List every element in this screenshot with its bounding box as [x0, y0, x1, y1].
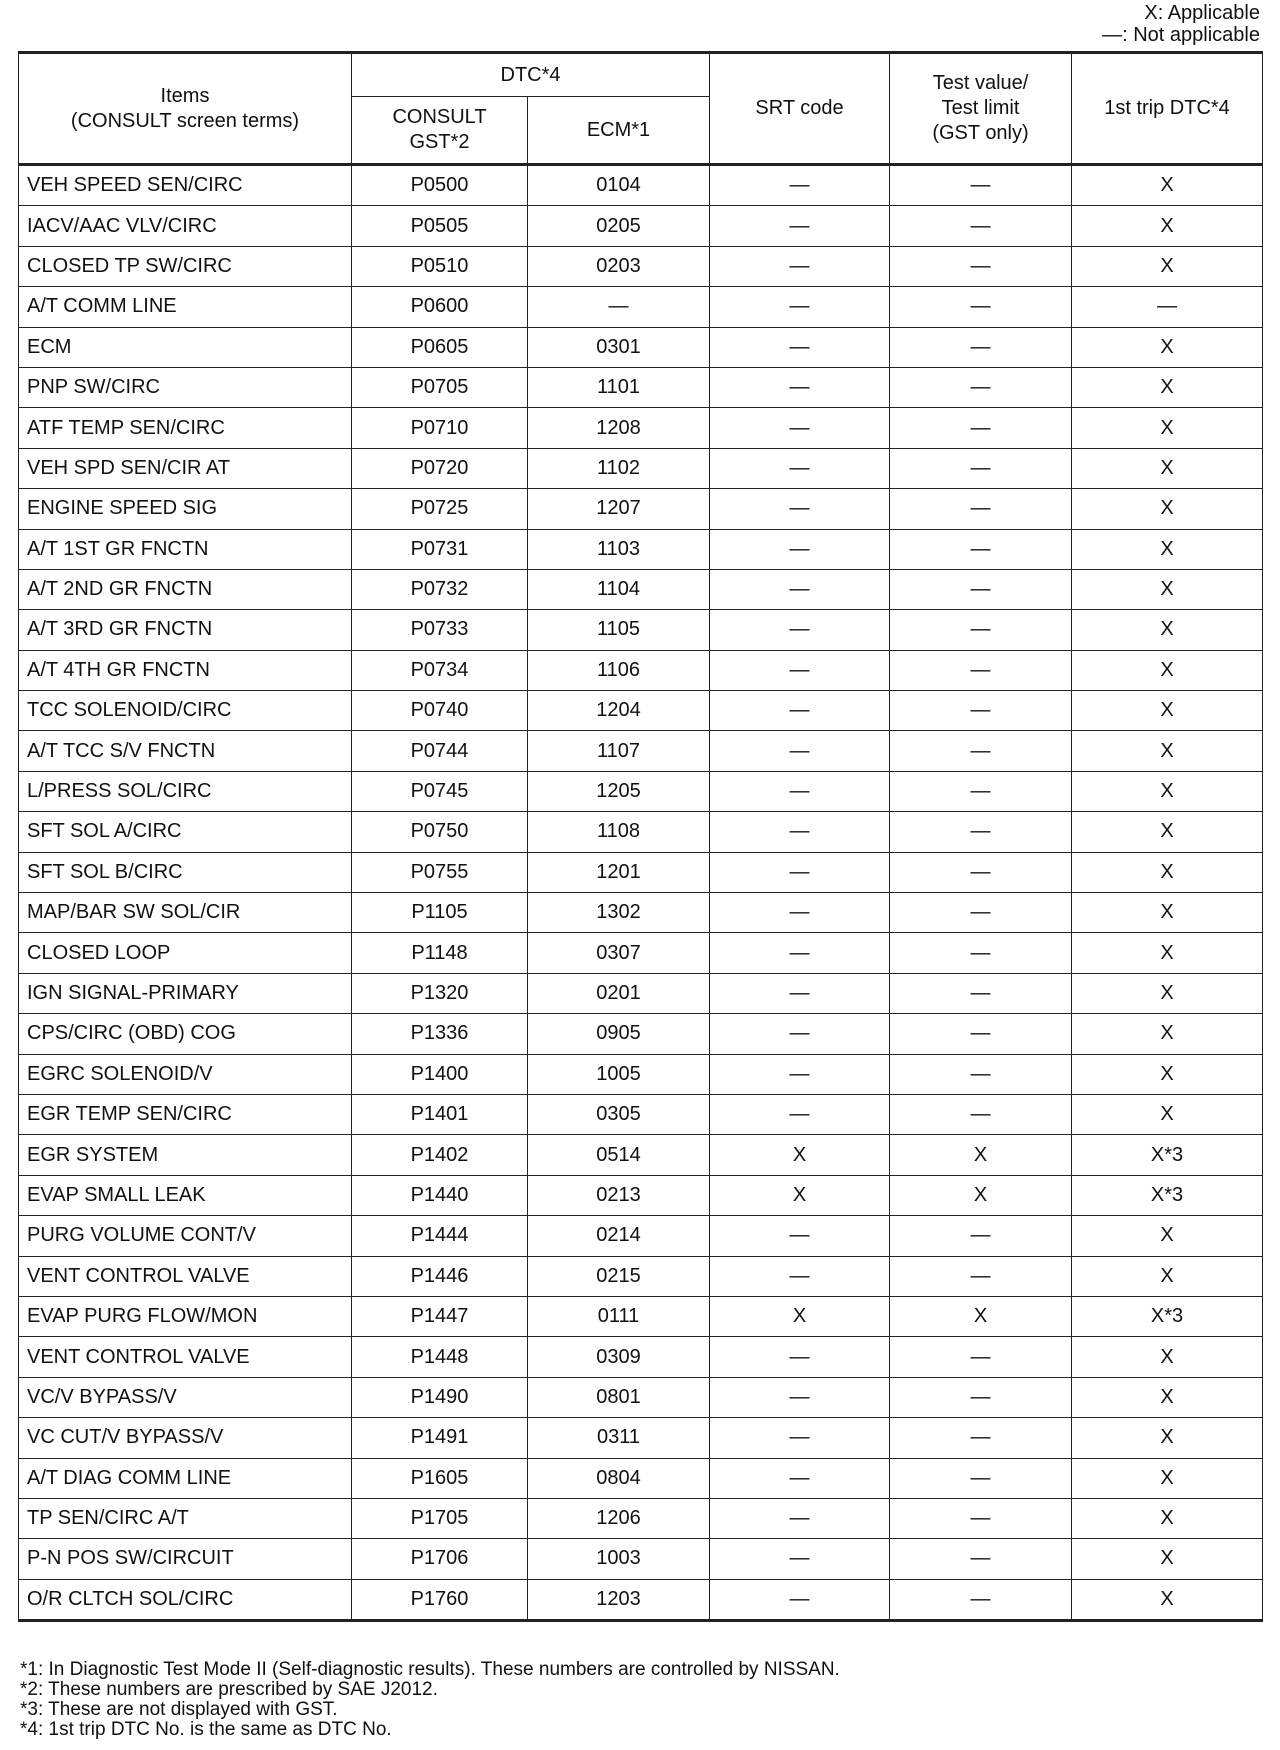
cell-srt: — [710, 1418, 890, 1458]
cell-consult: P1760 [352, 1579, 528, 1620]
table-body [19, 165, 1263, 1621]
cell-ecm: 0309 [528, 1337, 710, 1377]
cell-consult: P0510 [352, 246, 528, 286]
cell-consult: P1444 [352, 1216, 528, 1256]
cell-test: — [890, 610, 1072, 650]
cell-item: EVAP PURG FLOW/MON [19, 1296, 352, 1336]
cell-test: — [890, 246, 1072, 286]
cell-item: A/T 3RD GR FNCTN [19, 610, 352, 650]
cell-ecm: 1201 [528, 852, 710, 892]
cell-ecm: 1205 [528, 771, 710, 811]
cell-consult: P0755 [352, 852, 528, 892]
cell-ecm: 1107 [528, 731, 710, 771]
cell-consult: P1401 [352, 1094, 528, 1134]
cell-srt: — [710, 327, 890, 367]
header-first-trip: 1st trip DTC*4 [1072, 53, 1263, 165]
cell-test: X [890, 1175, 1072, 1215]
cell-consult: P1490 [352, 1377, 528, 1417]
cell-consult: P0732 [352, 569, 528, 609]
cell-consult: P0744 [352, 731, 528, 771]
cell-first-trip: X*3 [1072, 1296, 1263, 1336]
cell-ecm: 1108 [528, 812, 710, 852]
legend-applicable: X: Applicable [1144, 2, 1260, 24]
table-row [19, 1337, 1263, 1377]
cell-first-trip: X [1072, 327, 1263, 367]
cell-ecm: 0213 [528, 1175, 710, 1215]
cell-ecm: 1005 [528, 1054, 710, 1094]
table-row [19, 691, 1263, 731]
cell-item: A/T TCC S/V FNCTN [19, 731, 352, 771]
cell-srt: — [710, 893, 890, 933]
cell-test: — [890, 1458, 1072, 1498]
cell-ecm: 1302 [528, 893, 710, 933]
cell-srt: — [710, 973, 890, 1013]
footnotes [20, 1660, 840, 1740]
cell-item: A/T COMM LINE [19, 287, 352, 327]
cell-first-trip: X [1072, 165, 1263, 206]
cell-consult: P1336 [352, 1014, 528, 1054]
table-row [19, 1216, 1263, 1256]
cell-consult: P1448 [352, 1337, 528, 1377]
cell-srt: — [710, 1498, 890, 1538]
table-row [19, 1014, 1263, 1054]
cell-consult: P1446 [352, 1256, 528, 1296]
cell-srt: — [710, 771, 890, 811]
cell-first-trip: X [1072, 489, 1263, 529]
table-row [19, 1377, 1263, 1417]
cell-consult: P0500 [352, 165, 528, 206]
cell-item: MAP/BAR SW SOL/CIR [19, 893, 352, 933]
footnote-2: *2: These numbers are prescribed by SAE J2012. [20, 1679, 438, 1700]
cell-item: ATF TEMP SEN/CIRC [19, 408, 352, 448]
header-srt: SRT code [710, 53, 890, 165]
header-consult-line1: CONSULT [392, 106, 487, 128]
cell-item: CLOSED LOOP [19, 933, 352, 973]
cell-srt: X [710, 1296, 890, 1336]
cell-test: — [890, 893, 1072, 933]
cell-srt: — [710, 852, 890, 892]
cell-srt: — [710, 731, 890, 771]
cell-first-trip: — [1072, 287, 1263, 327]
table-row [19, 1418, 1263, 1458]
table-row [19, 448, 1263, 488]
cell-consult: P0745 [352, 771, 528, 811]
header-dtc: DTC*4 [352, 53, 710, 97]
cell-test: — [890, 1418, 1072, 1458]
table-row [19, 1296, 1263, 1336]
footnote-1: *1: In Diagnostic Test Mode II (Self-diagnostic results). These numbers are controlled by NISSAN. [20, 1659, 840, 1680]
cell-consult: P0710 [352, 408, 528, 448]
cell-item: EGR TEMP SEN/CIRC [19, 1094, 352, 1134]
cell-test: — [890, 1094, 1072, 1134]
cell-consult: P0734 [352, 650, 528, 690]
table-row [19, 206, 1263, 246]
table-row [19, 852, 1263, 892]
table-row [19, 1054, 1263, 1094]
cell-item: VENT CONTROL VALVE [19, 1337, 352, 1377]
table-row [19, 1135, 1263, 1175]
cell-first-trip: X [1072, 1377, 1263, 1417]
cell-srt: — [710, 1337, 890, 1377]
cell-test: — [890, 1377, 1072, 1417]
cell-first-trip: X [1072, 650, 1263, 690]
cell-test: — [890, 1256, 1072, 1296]
cell-item: P-N POS SW/CIRCUIT [19, 1539, 352, 1579]
cell-ecm: 1206 [528, 1498, 710, 1538]
cell-ecm: 1104 [528, 569, 710, 609]
cell-srt: — [710, 1458, 890, 1498]
cell-ecm: 1101 [528, 367, 710, 407]
cell-test: — [890, 1054, 1072, 1094]
table-row [19, 1539, 1263, 1579]
cell-item: TCC SOLENOID/CIRC [19, 691, 352, 731]
cell-test: — [890, 448, 1072, 488]
cell-ecm: 0205 [528, 206, 710, 246]
cell-first-trip: X [1072, 246, 1263, 286]
cell-srt: — [710, 287, 890, 327]
cell-first-trip: X [1072, 731, 1263, 771]
cell-test: — [890, 367, 1072, 407]
cell-first-trip: X [1072, 1014, 1263, 1054]
cell-srt: — [710, 1256, 890, 1296]
cell-srt: — [710, 489, 890, 529]
cell-first-trip: X [1072, 691, 1263, 731]
cell-srt: — [710, 650, 890, 690]
cell-item: A/T DIAG COMM LINE [19, 1458, 352, 1498]
dtc-table [18, 51, 1263, 1622]
header-test-line3: (GST only) [932, 122, 1029, 144]
cell-consult: P1402 [352, 1135, 528, 1175]
cell-item: VENT CONTROL VALVE [19, 1256, 352, 1296]
cell-test: — [890, 731, 1072, 771]
cell-consult: P1706 [352, 1539, 528, 1579]
cell-item: ENGINE SPEED SIG [19, 489, 352, 529]
cell-ecm: 0203 [528, 246, 710, 286]
cell-ecm: 0215 [528, 1256, 710, 1296]
cell-consult: P1105 [352, 893, 528, 933]
cell-consult: P0725 [352, 489, 528, 529]
cell-first-trip: X [1072, 1458, 1263, 1498]
cell-consult: P1491 [352, 1418, 528, 1458]
cell-item: A/T 1ST GR FNCTN [19, 529, 352, 569]
table-row [19, 529, 1263, 569]
cell-ecm: 1207 [528, 489, 710, 529]
cell-item: TP SEN/CIRC A/T [19, 1498, 352, 1538]
cell-test: — [890, 973, 1072, 1013]
cell-test: — [890, 529, 1072, 569]
table-row [19, 327, 1263, 367]
table-row [19, 165, 1263, 206]
cell-item: VEH SPEED SEN/CIRC [19, 165, 352, 206]
cell-test: — [890, 1539, 1072, 1579]
cell-test: — [890, 812, 1072, 852]
cell-ecm: 1208 [528, 408, 710, 448]
cell-ecm: 0905 [528, 1014, 710, 1054]
cell-consult: P0505 [352, 206, 528, 246]
cell-first-trip: X [1072, 1337, 1263, 1377]
cell-srt: — [710, 206, 890, 246]
cell-consult: P0600 [352, 287, 528, 327]
cell-consult: P1447 [352, 1296, 528, 1336]
cell-test: — [890, 1337, 1072, 1377]
cell-srt: — [710, 610, 890, 650]
table-row [19, 812, 1263, 852]
cell-ecm: 0201 [528, 973, 710, 1013]
table-row [19, 367, 1263, 407]
cell-test: X [890, 1135, 1072, 1175]
cell-ecm: 0311 [528, 1418, 710, 1458]
cell-srt: — [710, 812, 890, 852]
cell-first-trip: X [1072, 812, 1263, 852]
cell-item: SFT SOL A/CIRC [19, 812, 352, 852]
header-ecm: ECM*1 [528, 97, 710, 165]
cell-ecm: 0307 [528, 933, 710, 973]
cell-test: — [890, 1498, 1072, 1538]
cell-item: CLOSED TP SW/CIRC [19, 246, 352, 286]
cell-ecm: 1105 [528, 610, 710, 650]
table-row [19, 1094, 1263, 1134]
cell-consult: P0705 [352, 367, 528, 407]
table-row [19, 610, 1263, 650]
cell-ecm: 1203 [528, 1579, 710, 1620]
cell-first-trip: X [1072, 1256, 1263, 1296]
cell-item: PNP SW/CIRC [19, 367, 352, 407]
header-test-value [890, 53, 1072, 165]
cell-item: A/T 2ND GR FNCTN [19, 569, 352, 609]
cell-first-trip: X [1072, 1579, 1263, 1620]
cell-test: — [890, 489, 1072, 529]
cell-item: SFT SOL B/CIRC [19, 852, 352, 892]
cell-consult: P0731 [352, 529, 528, 569]
cell-first-trip: X [1072, 529, 1263, 569]
cell-ecm: 0305 [528, 1094, 710, 1134]
table-row [19, 569, 1263, 609]
cell-srt: — [710, 448, 890, 488]
cell-srt: — [710, 1014, 890, 1054]
header-consult-line2: GST*2 [409, 131, 470, 153]
cell-item: CPS/CIRC (OBD) COG [19, 1014, 352, 1054]
header-consult [352, 97, 528, 165]
table-row [19, 489, 1263, 529]
cell-srt: — [710, 165, 890, 206]
cell-first-trip: X [1072, 771, 1263, 811]
table-row [19, 933, 1263, 973]
cell-item: ECM [19, 327, 352, 367]
cell-srt: — [710, 1377, 890, 1417]
cell-first-trip: X [1072, 1498, 1263, 1538]
cell-srt: — [710, 529, 890, 569]
cell-item: PURG VOLUME CONT/V [19, 1216, 352, 1256]
cell-consult: P1705 [352, 1498, 528, 1538]
cell-first-trip: X [1072, 1216, 1263, 1256]
header-test-line2: Test limit [941, 97, 1020, 119]
cell-ecm: 1103 [528, 529, 710, 569]
cell-srt: — [710, 933, 890, 973]
cell-ecm: — [528, 287, 710, 327]
cell-first-trip: X [1072, 1539, 1263, 1579]
cell-item: IGN SIGNAL-PRIMARY [19, 973, 352, 1013]
table-row [19, 650, 1263, 690]
cell-test: — [890, 852, 1072, 892]
cell-item: VC/V BYPASS/V [19, 1377, 352, 1417]
cell-consult: P1320 [352, 973, 528, 1013]
cell-first-trip: X [1072, 933, 1263, 973]
cell-first-trip: X [1072, 1418, 1263, 1458]
cell-srt: X [710, 1175, 890, 1215]
cell-srt: — [710, 1094, 890, 1134]
cell-first-trip: X [1072, 408, 1263, 448]
header-items [19, 53, 352, 165]
table-row [19, 893, 1263, 933]
table-row [19, 1458, 1263, 1498]
footnote-4: *4: 1st trip DTC No. is the same as DTC No. [20, 1719, 392, 1740]
cell-first-trip: X*3 [1072, 1135, 1263, 1175]
cell-item: VEH SPD SEN/CIR AT [19, 448, 352, 488]
table-row [19, 1256, 1263, 1296]
table-row [19, 771, 1263, 811]
legend [1102, 2, 1260, 46]
cell-test: — [890, 650, 1072, 690]
cell-item: VC CUT/V BYPASS/V [19, 1418, 352, 1458]
cell-ecm: 0301 [528, 327, 710, 367]
table-row [19, 287, 1263, 327]
cell-ecm: 0801 [528, 1377, 710, 1417]
table-row [19, 1175, 1263, 1215]
cell-item: O/R CLTCH SOL/CIRC [19, 1579, 352, 1620]
header-test-line1: Test value/ [932, 72, 1029, 94]
cell-consult: P1605 [352, 1458, 528, 1498]
cell-first-trip: X [1072, 1054, 1263, 1094]
cell-ecm: 0514 [528, 1135, 710, 1175]
cell-srt: — [710, 569, 890, 609]
cell-first-trip: X [1072, 852, 1263, 892]
cell-consult: P1148 [352, 933, 528, 973]
cell-ecm: 0214 [528, 1216, 710, 1256]
cell-item: EGR SYSTEM [19, 1135, 352, 1175]
cell-first-trip: X [1072, 610, 1263, 650]
cell-consult: P0750 [352, 812, 528, 852]
cell-test: — [890, 408, 1072, 448]
table-row [19, 246, 1263, 286]
cell-ecm: 0104 [528, 165, 710, 206]
cell-ecm: 1204 [528, 691, 710, 731]
cell-consult: P0740 [352, 691, 528, 731]
cell-test: — [890, 1014, 1072, 1054]
table-row [19, 731, 1263, 771]
cell-test: — [890, 691, 1072, 731]
cell-ecm: 1003 [528, 1539, 710, 1579]
cell-first-trip: X [1072, 893, 1263, 933]
cell-test: — [890, 1579, 1072, 1620]
table-row [19, 1579, 1263, 1620]
cell-test: — [890, 206, 1072, 246]
cell-consult: P0605 [352, 327, 528, 367]
cell-first-trip: X [1072, 569, 1263, 609]
footnote-3: *3: These are not displayed with GST. [20, 1699, 338, 1720]
cell-first-trip: X [1072, 448, 1263, 488]
cell-consult: P1400 [352, 1054, 528, 1094]
table-row [19, 973, 1263, 1013]
cell-srt: — [710, 691, 890, 731]
cell-srt: — [710, 1539, 890, 1579]
cell-first-trip: X*3 [1072, 1175, 1263, 1215]
cell-item: IACV/AAC VLV/CIRC [19, 206, 352, 246]
cell-first-trip: X [1072, 206, 1263, 246]
cell-srt: X [710, 1135, 890, 1175]
header-items-line1: Items [160, 84, 210, 107]
cell-srt: — [710, 1216, 890, 1256]
cell-srt: — [710, 367, 890, 407]
cell-consult: P0720 [352, 448, 528, 488]
legend-not-applicable: —: Not applicable [1102, 24, 1260, 46]
cell-first-trip: X [1072, 367, 1263, 407]
cell-test: — [890, 165, 1072, 206]
cell-srt: — [710, 246, 890, 286]
cell-test: — [890, 327, 1072, 367]
header-items-line2: (CONSULT screen terms) [70, 109, 300, 132]
cell-srt: — [710, 408, 890, 448]
cell-srt: — [710, 1054, 890, 1094]
table-row [19, 408, 1263, 448]
cell-item: L/PRESS SOL/CIRC [19, 771, 352, 811]
cell-first-trip: X [1072, 1094, 1263, 1134]
table-row [19, 1498, 1263, 1538]
cell-test: — [890, 287, 1072, 327]
cell-consult: P0733 [352, 610, 528, 650]
cell-test: — [890, 933, 1072, 973]
cell-test: — [890, 1216, 1072, 1256]
cell-srt: — [710, 1579, 890, 1620]
cell-consult: P1440 [352, 1175, 528, 1215]
cell-ecm: 1106 [528, 650, 710, 690]
table-header [19, 53, 1263, 165]
cell-test: — [890, 569, 1072, 609]
cell-ecm: 0804 [528, 1458, 710, 1498]
cell-test: X [890, 1296, 1072, 1336]
cell-item: EGRC SOLENOID/V [19, 1054, 352, 1094]
cell-test: — [890, 771, 1072, 811]
cell-ecm: 1102 [528, 448, 710, 488]
cell-ecm: 0111 [528, 1296, 710, 1336]
cell-first-trip: X [1072, 973, 1263, 1013]
cell-item: EVAP SMALL LEAK [19, 1175, 352, 1215]
cell-item: A/T 4TH GR FNCTN [19, 650, 352, 690]
